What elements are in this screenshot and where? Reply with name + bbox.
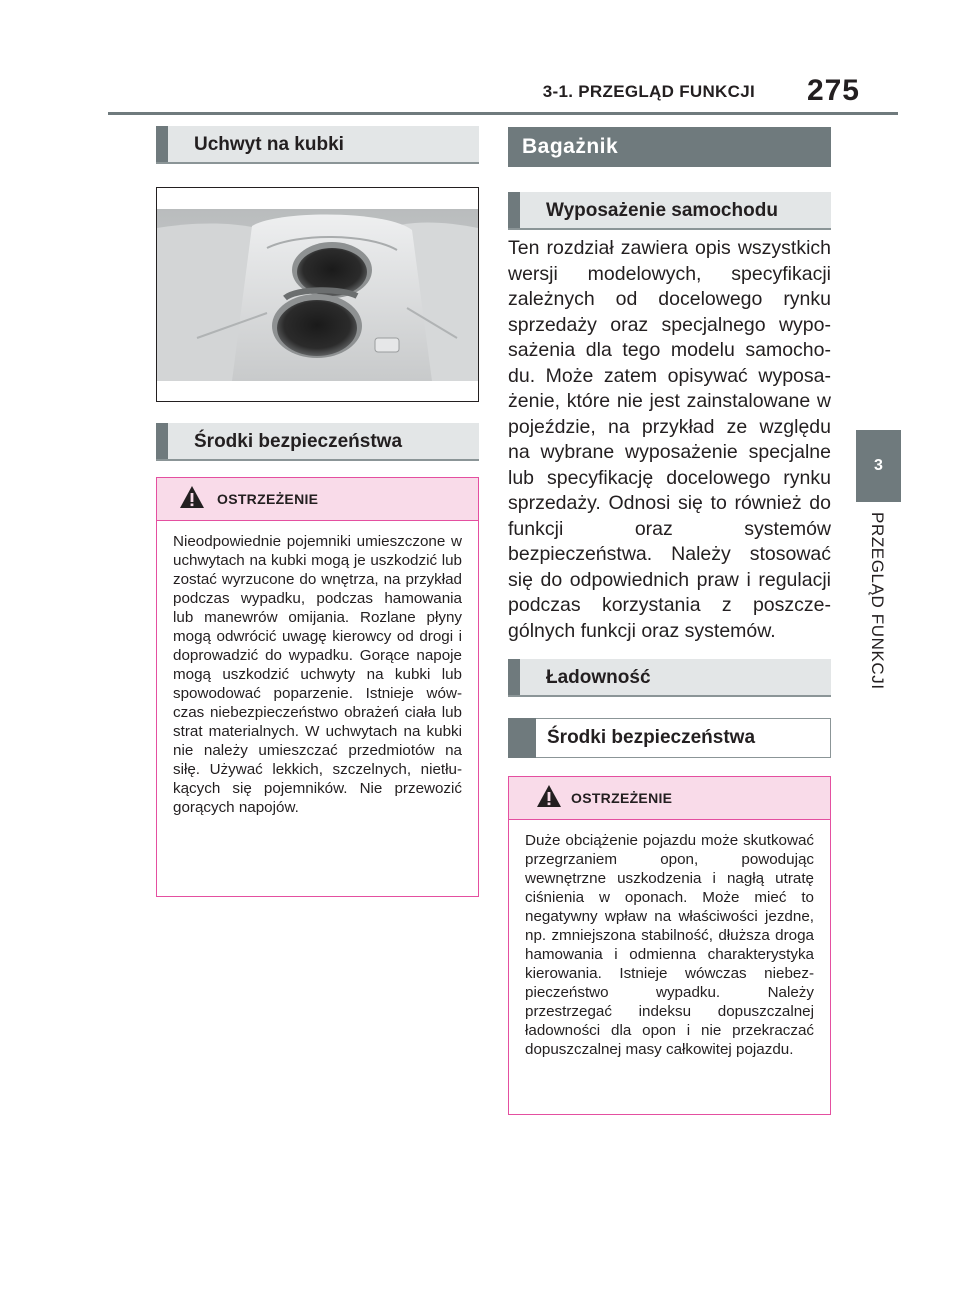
heading-trunk-label: Bagażnik (522, 135, 619, 158)
warning-text: Nieodpowiednie pojemniki umieszczone w uchwytach na kubki mogą je uszkodzić lub zostać wyrzucone do wnętrza, na przykład podczas wypadku, podczas hamowania lub manewrów omijania. Rozlane płyny mogą odwrócić uwagę kierowcy od drogi i doprowadzić do wypadku. Gorące napoje mogą uszkodzić uchwyty na kubki lub spowodować poparzenie. Istnieje wówczas niebezpieczeństwo obrażeń ciała lub strat materialnych. W uchwytach na kubki nie należy umieszczać przedmiotów na siłę. Używać lekkich, szczelnych, nietłukących się pojemników. Nie przewozić gorących napojów. (173, 533, 462, 816)
warning-header (157, 478, 478, 521)
warning-header (509, 777, 830, 820)
heading-equipment (508, 192, 831, 230)
heading-load-label: Ładowność (546, 667, 651, 688)
heading-cup-holder-label: Uchwyt na kubki (194, 134, 344, 155)
cup-holder-illustration (157, 188, 478, 401)
equipment-paragraph: Ten rozdział zawiera opis wszystkich wersji modelowych, specyfikacji zależnych od docelowego rynku sprzedaży oraz specjalnego wyposażenia dla tego modelu samochodu. Może zatem opisywać wyposażenie, które nie jest zainstalowane w pojeździe, na przykład ze względu na wybrane wyposażenie specjalne lub specyfikację docelowego rynku sprzedaży. Odnosi się to również do funkcji oraz systemów bezpieczeństwa. Należy stosować się do odpowiednich praw i regulacji podczas korzystania z poszczególnych funkcji oraz systemów. (508, 237, 831, 642)
heading-trunk (508, 127, 831, 167)
warning-box-load (508, 776, 831, 1115)
section-title: 3-1. PRZEGLĄD FUNKCJI (542, 82, 755, 101)
heading-equipment-label: Wyposażenie samochodu (546, 200, 778, 221)
page-number: 275 (806, 74, 860, 107)
heading-safety-right (508, 718, 831, 758)
warning-title: OSTRZEŻENIE (571, 790, 673, 806)
warning-triangle-icon (179, 485, 205, 509)
warning-text: Duże obciążenie pojazdu może skutkować przegrzaniem opon, powodując wewnętrzne uszkodzenia i nagłą utratę ciśnienia w oponach. Może mieć to negatywny wpław na właściwości jezdne, np. zmniejszona stabilność, dłuższa droga hamowania i odmienna charakterystyka kierowania. Istnieje wówczas niebezpieczeństwo wypadku. Należy przestrzegać indeksu dopuszczalnej ładowności dla opon i nie przekraczać dopuszczalnej masy całkowitej pojazdu. (525, 832, 814, 1058)
heading-cup-holder (156, 126, 479, 164)
warning-title: OSTRZEŻENIE (217, 491, 319, 507)
heading-load (508, 659, 831, 697)
chapter-tab[interactable]: 3 (856, 430, 901, 502)
chapter-side-label: PRZEGLĄD FUNKCJI (868, 512, 887, 690)
cup-holder-image (156, 187, 479, 402)
heading-safety-left-label: Środki bezpieczeństwa (194, 431, 403, 452)
header-rule (108, 112, 898, 115)
warning-triangle-icon (536, 784, 562, 808)
warning-box-cup-holder (156, 477, 479, 897)
heading-safety-right-label: Środki bezpieczeństwa (547, 727, 756, 748)
heading-safety-left (156, 423, 479, 461)
